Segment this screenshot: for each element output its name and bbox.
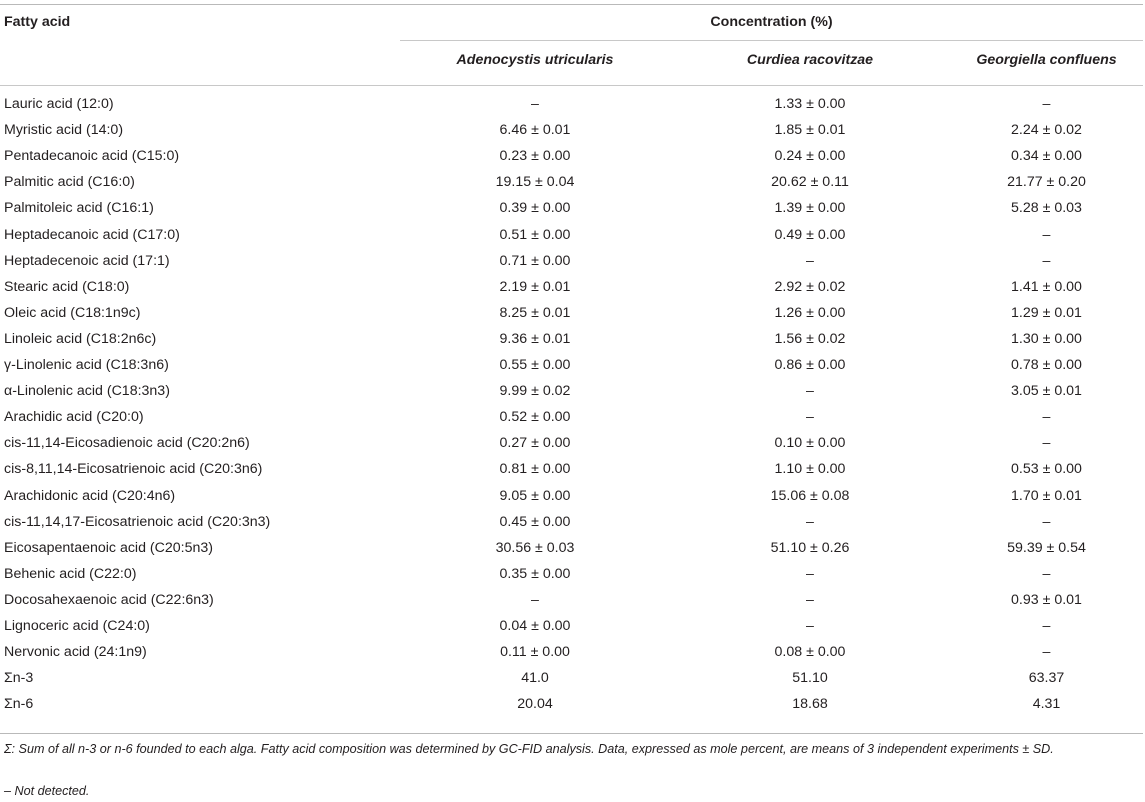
fatty-acid-name: Myristic acid (14:0) — [4, 122, 124, 138]
concentration-value: 0.23 ± 0.00 — [499, 148, 571, 164]
concentration-value: – — [1042, 514, 1051, 530]
fatty-acid-name: Linoleic acid (C18:2n6c) — [4, 331, 157, 347]
concentration-value: 30.56 ± 0.03 — [495, 540, 575, 556]
concentration-value: 20.62 ± 0.11 — [771, 174, 849, 190]
concentration-value: 0.81 ± 0.00 — [499, 461, 571, 477]
fatty-acid-name: Σn-6 — [4, 696, 34, 712]
concentration-value: 18.68 — [792, 696, 828, 712]
concentration-value: 8.25 ± 0.01 — [499, 305, 571, 321]
fatty-acid-name: Docosahexaenoic acid (C22:6n3) — [4, 592, 214, 608]
concentration-value: – — [806, 514, 814, 530]
concentration-value: 1.41 ± 0.00 — [1011, 279, 1082, 295]
concentration-value: 5.28 ± 0.03 — [1011, 200, 1082, 216]
table-row — [0, 196, 1145, 222]
fatty-acid-name: Arachidonic acid (C20:4n6) — [4, 488, 176, 504]
concentration-value: 0.08 ± 0.00 — [774, 644, 846, 660]
concentration-value: 0.71 ± 0.00 — [499, 253, 571, 269]
concentration-value: 0.39 ± 0.00 — [499, 200, 571, 216]
table-row — [0, 431, 1145, 457]
concentration-value: 9.99 ± 0.02 — [499, 383, 571, 399]
table-row — [0, 640, 1145, 666]
concentration-value: 0.86 ± 0.00 — [774, 357, 846, 373]
fatty-acid-name: Palmitic acid (C16:0) — [4, 174, 135, 190]
table-row — [0, 223, 1145, 249]
concentration-value: – — [806, 566, 814, 582]
concentration-value: 15.06 ± 0.08 — [770, 488, 850, 504]
fatty-acid-name: Heptadecenoic acid (17:1) — [4, 253, 170, 269]
concentration-value: – — [531, 592, 539, 608]
concentration-value: 41.0 — [521, 670, 549, 686]
concentration-value: 1.30 ± 0.00 — [1011, 331, 1082, 347]
concentration-value: – — [806, 409, 814, 425]
table-row — [0, 144, 1145, 170]
fatty-acid-name: Arachidic acid (C20:0) — [4, 409, 144, 425]
concentration-value: 2.92 ± 0.02 — [774, 279, 846, 295]
fatty-acid-name: Σn-3 — [4, 670, 34, 686]
concentration-value: 1.10 ± 0.00 — [774, 461, 846, 477]
header-fatty-acid: Fatty acid — [4, 14, 71, 30]
footnote-sum: Σ: Sum of all n-3 or n-6 founded to each alga. Fatty acid composition was determined by GC-FID analysis. Data, expressed as mole percent, are means of 3 independent experiments ± SD. — [4, 742, 1054, 756]
table-row — [0, 457, 1145, 483]
table-row — [0, 484, 1145, 510]
concentration-value: – — [1042, 409, 1051, 425]
concentration-value: 51.10 ± 0.26 — [770, 540, 850, 556]
concentration-value: 0.45 ± 0.00 — [499, 514, 571, 530]
concentration-value: 51.10 — [792, 670, 828, 686]
table-row — [0, 327, 1145, 353]
concentration-value: – — [1042, 435, 1051, 451]
footnote-not-detected: – Not detected. — [4, 784, 90, 798]
concentration-value: 0.27 ± 0.00 — [499, 435, 571, 451]
concentration-value: 1.85 ± 0.01 — [774, 122, 846, 138]
concentration-value: 63.37 — [1028, 670, 1065, 686]
fatty-acid-name: cis-11,14,17-Eicosatrienoic acid (C20:3n3) — [4, 514, 271, 530]
concentration-value: 21.77 ± 0.20 — [1007, 174, 1086, 190]
concentration-value: 0.11 ± 0.00 — [500, 644, 570, 660]
fatty-acid-name: γ-Linolenic acid (C18:3n6) — [4, 357, 169, 373]
concentration-value: 1.33 ± 0.00 — [774, 96, 846, 112]
fatty-acid-name: Stearic acid (C18:0) — [4, 279, 130, 295]
concentration-value: 2.19 ± 0.01 — [499, 279, 571, 295]
header-group-rule — [400, 40, 1143, 41]
fatty-acid-name: Lauric acid (12:0) — [4, 96, 114, 112]
table-row — [0, 614, 1145, 640]
concentration-value: 2.24 ± 0.02 — [1011, 122, 1082, 138]
table-bottom-rule — [0, 733, 1143, 734]
fatty-acid-name: Lignoceric acid (C24:0) — [4, 618, 150, 634]
concentration-value: 1.56 ± 0.02 — [774, 331, 846, 347]
table-row — [0, 588, 1145, 614]
header-concentration: Concentration (%) — [710, 14, 833, 30]
concentration-value: – — [806, 383, 814, 399]
table-row — [0, 118, 1145, 144]
concentration-value: – — [806, 618, 814, 634]
concentration-value: – — [531, 96, 539, 112]
concentration-value: 1.39 ± 0.00 — [774, 200, 846, 216]
concentration-value: 0.49 ± 0.00 — [774, 227, 846, 243]
fatty-acid-name: Heptadecanoic acid (C17:0) — [4, 227, 180, 243]
concentration-value: – — [1042, 227, 1051, 243]
concentration-value: 0.78 ± 0.00 — [1011, 357, 1082, 373]
concentration-value: 59.39 ± 0.54 — [1007, 540, 1086, 556]
fatty-acid-name: Eicosapentaenoic acid (C20:5n3) — [4, 540, 214, 556]
concentration-value: 9.05 ± 0.00 — [499, 488, 571, 504]
header-curdiea: Curdiea racovitzae — [746, 52, 874, 68]
concentration-value: 0.55 ± 0.00 — [499, 357, 571, 373]
concentration-value: 1.29 ± 0.01 — [1011, 305, 1082, 321]
concentration-value: 0.51 ± 0.00 — [499, 227, 571, 243]
table-row — [0, 692, 1145, 718]
table-top-rule — [0, 4, 1143, 5]
concentration-value: 6.46 ± 0.01 — [499, 122, 571, 138]
concentration-value: – — [1042, 618, 1051, 634]
concentration-value: 0.35 ± 0.00 — [499, 566, 571, 582]
header-adenocystis: Adenocystis utricularis — [456, 52, 614, 68]
table-row — [0, 536, 1145, 562]
concentration-value: – — [806, 592, 814, 608]
concentration-value: 1.70 ± 0.01 — [1011, 488, 1082, 504]
concentration-value: 1.26 ± 0.00 — [774, 305, 846, 321]
fatty-acid-name: Nervonic acid (24:1n9) — [4, 644, 147, 660]
concentration-value: 0.10 ± 0.00 — [774, 435, 846, 451]
concentration-value: 0.04 ± 0.00 — [499, 618, 571, 634]
header-bottom-rule — [0, 85, 1143, 86]
concentration-value: – — [1042, 253, 1051, 269]
fatty-acid-name: cis-8,11,14-Eicosatrienoic acid (C20:3n6) — [4, 461, 263, 477]
table-row — [0, 92, 1145, 118]
fatty-acid-name: Palmitoleic acid (C16:1) — [4, 200, 154, 216]
concentration-value: 3.05 ± 0.01 — [1011, 383, 1082, 399]
table-row — [0, 301, 1145, 327]
concentration-value: 0.52 ± 0.00 — [499, 409, 571, 425]
fatty-acid-name: cis-11,14-Eicosadienoic acid (C20:2n6) — [4, 435, 250, 451]
fatty-acid-name: Oleic acid (C18:1n9c) — [4, 305, 141, 321]
table-row — [0, 249, 1145, 275]
table-row — [0, 275, 1145, 301]
fatty-acid-name: Pentadecanoic acid (C15:0) — [4, 148, 180, 164]
fatty-acid-name: α-Linolenic acid (C18:3n3) — [4, 383, 170, 399]
fatty-acid-name: Behenic acid (C22:0) — [4, 566, 137, 582]
concentration-value: 20.04 — [517, 696, 553, 712]
table-row — [0, 353, 1145, 379]
table-row — [0, 562, 1145, 588]
concentration-value: 0.24 ± 0.00 — [774, 148, 846, 164]
table-row — [0, 379, 1145, 405]
concentration-value: 9.36 ± 0.01 — [499, 331, 571, 347]
concentration-value: – — [1042, 644, 1051, 660]
header-georgiella: Georgiella confluens — [976, 52, 1117, 68]
concentration-value: 0.93 ± 0.01 — [1011, 592, 1082, 608]
table-row — [0, 510, 1145, 536]
table-row — [0, 170, 1145, 196]
table-row — [0, 405, 1145, 431]
concentration-value: – — [806, 253, 814, 269]
concentration-value: – — [1042, 96, 1051, 112]
concentration-value: – — [1042, 566, 1051, 582]
concentration-value: 4.31 — [1032, 696, 1061, 712]
concentration-value: 19.15 ± 0.04 — [495, 174, 575, 190]
concentration-value: 0.53 ± 0.00 — [1011, 461, 1082, 477]
table-row — [0, 666, 1145, 692]
concentration-value: 0.34 ± 0.00 — [1011, 148, 1082, 164]
